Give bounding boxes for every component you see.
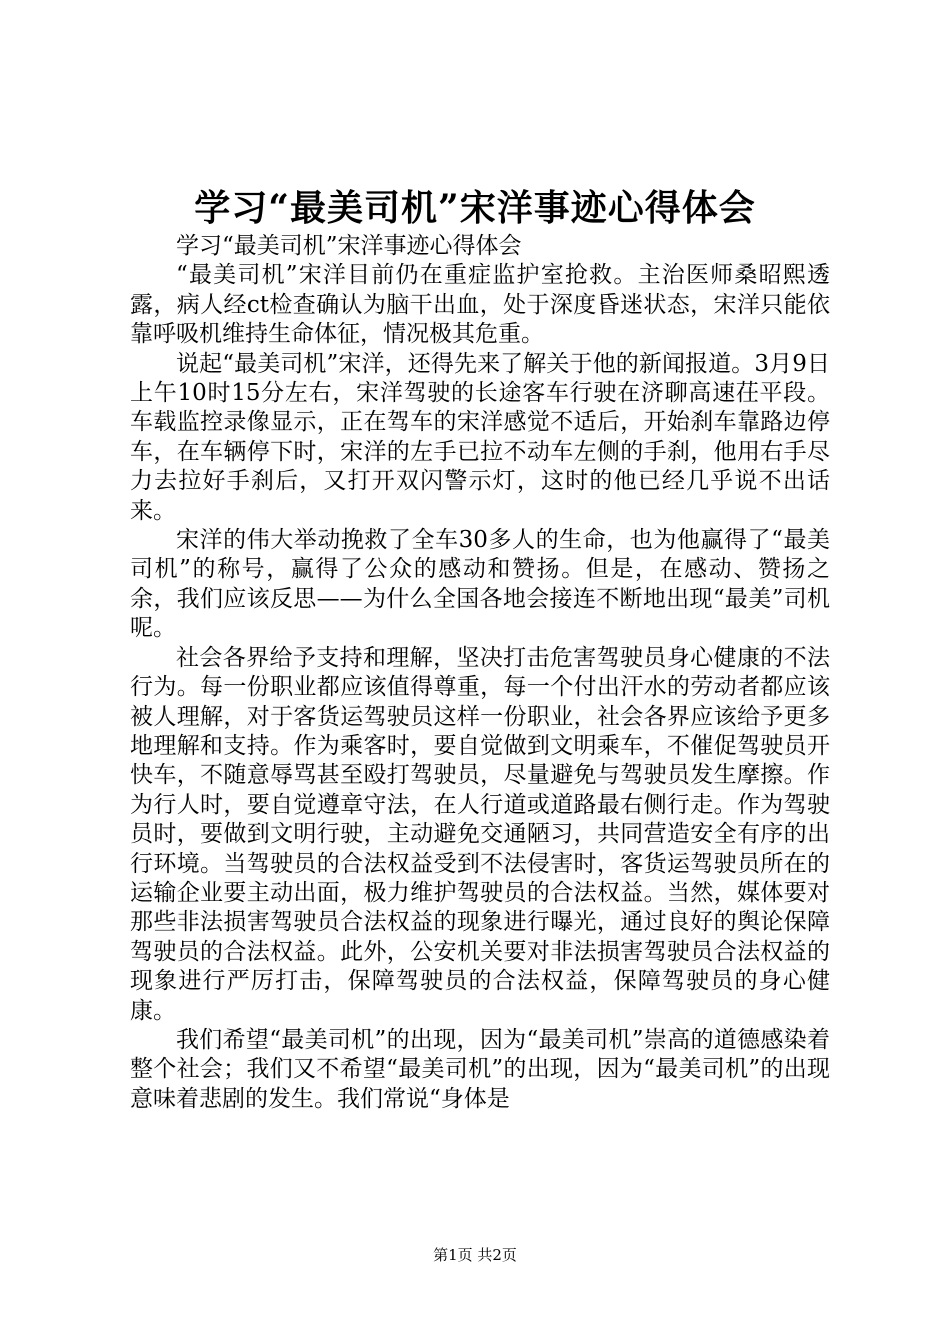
paragraph: 说起“最美司机”宋洋，还得先来了解关于他的新闻报道。3月9日上午10时15分左右，宋洋驾驶的长途客车行驶在济聊高速茌平段。车载监控录像显示，正在驾车的宋洋感觉不适后，开始刹车靠路边停车，在车辆停下时，宋洋的左手已拉不动车左侧的手刹，他用右手尽力去拉好手刹后，又打开双闪警示灯，这时的他已经几乎说不出话来。 xyxy=(130,350,830,524)
paragraph: “最美司机”宋洋目前仍在重症监护室抢救。主治医师桑昭熙透露，病人经ct检查确认为脑干出血，处于深度昏迷状态，宋洋只能依靠呼吸机维持生命体征，情况极其危重。 xyxy=(130,262,830,348)
paragraph: 我们希望“最美司机”的出现，因为“最美司机”崇高的道德感染着整个社会；我们又不希望“最美司机”的出现，因为“最美司机”的出现意味着悲剧的发生。我们常说“身体是 xyxy=(130,1026,830,1112)
document-title: 学习“最美司机”宋洋事迹心得体会 xyxy=(194,187,756,229)
paragraph: 学习“最美司机”宋洋事迹心得体会 xyxy=(176,233,522,259)
paragraph: 社会各界给予支持和理解，坚决打击危害驾驶员身心健康的不法行为。每一份职业都应该值得尊重，每一个付出汗水的劳动者都应该被人理解，对于客货运驾驶员这样一份职业，社会各界应该给予更多地理解和支持。作为乘客时，要自觉做到文明乘车，不催促驾驶员开快车，不随意辱骂甚至殴打驾驶员，尽量避免与驾驶员发生摩擦。作为行人时，要自觉遵章守法，在人行道或道路最右侧行走。作为驾驶员时，要做到文明行驶，主动避免交通陋习，共同营造安全有序的出行环境。当驾驶员的合法权益受到不法侵害时，客货运驾驶员所在的运输企业要主动出面，极力维护驾驶员的合法权益。当然，媒体要对那些非法损害驾驶员合法权益的现象进行曝光，通过良好的舆论保障驾驶员的合法权益。此外，公安机关要对非法损害驾驶员合法权益的现象进行严厉打击，保障驾驶员的合法权益，保障驾驶员的身心健康。 xyxy=(130,644,830,1024)
document-body xyxy=(130,232,830,1114)
paragraph: 宋洋的伟大举动挽救了全车30多人的生命，也为他赢得了“最美司机”的称号，赢得了公众的感动和赞扬。但是，在感动、赞扬之余，我们应该反思——为什么全国各地会接连不断地出现“最美”司机呢。 xyxy=(130,527,830,642)
page-footer: 第1页 共2页 xyxy=(433,1246,517,1264)
